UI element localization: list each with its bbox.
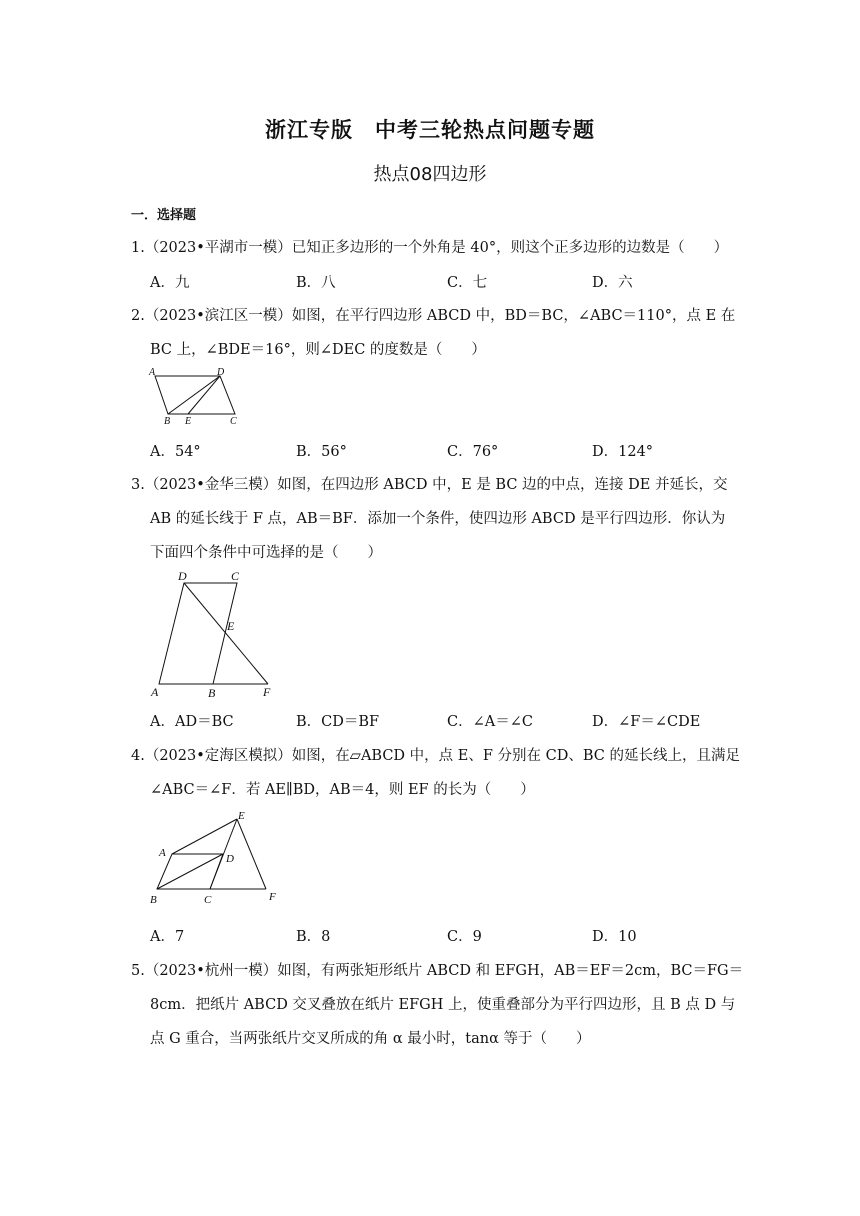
q2-line-2: BC 上，∠BDE＝16°，则∠DEC 的度数是（ ） (150, 342, 486, 358)
q3-figure (148, 566, 278, 702)
q2-option-d: D．124° (592, 444, 654, 460)
q4-line-1: 4.（2023•定海区模拟）如图，在▱ABCD 中，点 E、F 分别在 CD、BC 的延长线上，且满足 (131, 748, 740, 764)
q2-segment-bd (168, 376, 220, 414)
q4-segment-ef (237, 819, 266, 889)
q1-option-b: B．八 (296, 275, 336, 291)
q4-option-b: B．8 (296, 929, 331, 945)
document-subtitle: 热点08四边形 (373, 164, 487, 185)
q4-option-d: D．10 (592, 929, 637, 945)
q2-label-a: A (149, 367, 156, 378)
q3-quadrilateral (159, 583, 237, 684)
q4-label-c: C (204, 894, 212, 906)
q3-option-c: C．∠A＝∠C (447, 714, 533, 730)
q4-label-a: A (159, 847, 166, 859)
q2-option-a: A．54° (150, 444, 201, 460)
q3-line-df (184, 583, 268, 684)
document-title: 浙江专版 中考三轮热点问题专题 (265, 118, 595, 142)
q4-segment-ae (172, 819, 237, 854)
q5-line-3: 点 G 重合，当两张纸片交叉所成的角 α 最小时，tanα 等于（ ） (150, 1031, 591, 1047)
q3-label-b: B (208, 686, 216, 700)
q4-label-f: F (269, 891, 276, 903)
q4-label-b: B (150, 894, 157, 906)
q2-label-d: D (217, 367, 225, 378)
q2-option-b: B．56° (296, 444, 347, 460)
q4-option-c: C．9 (447, 929, 482, 945)
q2-label-b: B (164, 416, 171, 426)
q4-line-2: ∠ABC＝∠F．若 AE∥BD，AB＝4，则 EF 的长为（ ） (150, 782, 535, 798)
q4-figure (144, 808, 284, 908)
q5-line-2: 8cm．把纸片 ABCD 交叉叠放在纸片 EFGH 上，使重叠部分为平行四边形，且 B 点 D 与 (150, 997, 736, 1013)
q4-diagonal-bd (157, 854, 223, 889)
q2-option-c: C．76° (447, 444, 499, 460)
q3-line-1: 3.（2023•金华三模）如图，在四边形 ABCD 中，E 是 BC 边的中点，连接 DE 并延长，交 (131, 477, 728, 493)
q3-label-e: E (227, 619, 235, 633)
q3-line-3: 下面四个条件中可选择的是（ ） (150, 545, 382, 561)
q3-label-d: D (178, 569, 187, 583)
q2-parallelogram (155, 376, 235, 414)
q3-line-2: AB 的延长线于 F 点，AB＝BF．添加一个条件，使四边形 ABCD 是平行四边形．你认为 (150, 511, 726, 527)
q1-option-d: D．六 (592, 275, 633, 291)
q3-label-a: A (151, 685, 159, 699)
q4-label-d: D (226, 853, 234, 865)
section-heading: 一．选择题 (131, 208, 197, 223)
q1-option-c: C．七 (447, 275, 488, 291)
q3-option-b: B．CD＝BF (296, 714, 380, 730)
q2-segment-de (188, 376, 220, 414)
q2-line-1: 2.（2023•滨江区一模）如图，在平行四边形 ABCD 中，BD＝BC，∠ABC＝110°，点 E 在 (131, 308, 736, 324)
q1-line-1: 1.（2023•平湖市一模）已知正多边形的一个外角是 40°，则这个正多边形的边数是（ ） (131, 240, 729, 256)
q3-option-d: D．∠F＝∠CDE (592, 714, 701, 730)
q2-label-c: C (230, 416, 237, 426)
q2-figure (144, 364, 244, 426)
q5-line-1: 5.（2023•杭州一模）如图，有两张矩形纸片 ABCD 和 EFGH，AB＝EF＝2cm，BC＝FG＝ (131, 963, 744, 979)
q4-label-e: E (238, 810, 245, 822)
q3-label-f: F (263, 685, 271, 699)
q2-label-e: E (185, 416, 192, 426)
q3-label-c: C (231, 569, 240, 583)
q4-option-a: A．7 (150, 929, 185, 945)
q1-option-a: A．九 (150, 275, 190, 291)
q3-option-a: A．AD＝BC (150, 714, 234, 730)
